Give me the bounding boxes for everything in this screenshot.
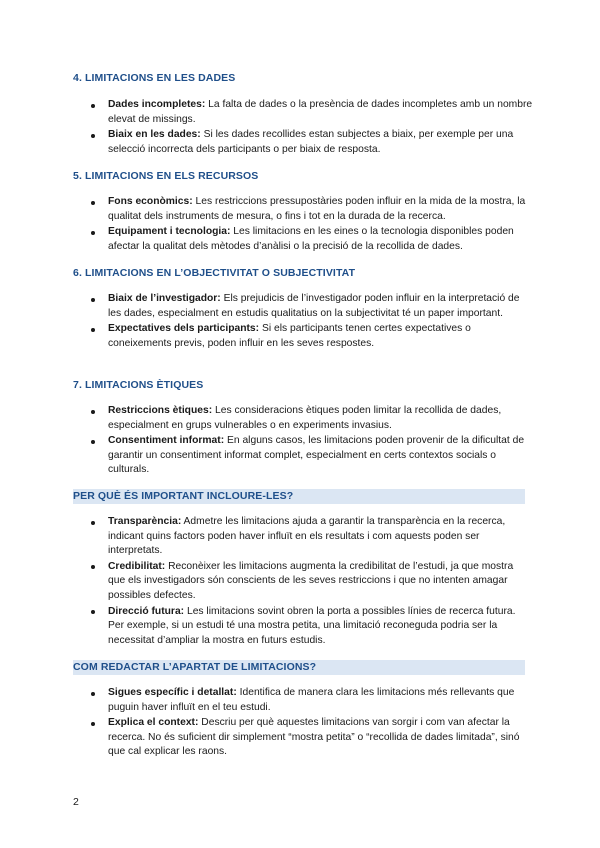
list-item: [73, 515, 533, 559]
bullet-icon: [91, 201, 95, 205]
bullet-list-4: [73, 98, 533, 158]
bullet-list-how: [73, 686, 533, 761]
item-text: Les consideracions ètiques poden limitar la recollida de dades, especialment en grups vulnerables o en experiments invasius.: [108, 405, 502, 431]
item-text: Si els participants tenen certes expectatives o coneixements previs, poden influir en les seves respostes.: [108, 323, 471, 349]
item-term: Consentiment informat:: [108, 435, 225, 447]
item-term: Equipament i tecnologia:: [108, 226, 231, 238]
bullet-icon: [91, 134, 95, 138]
item-term: Explica el context:: [108, 717, 199, 729]
bullet-icon: [91, 298, 95, 302]
list-item: [73, 434, 533, 478]
list-item: [73, 716, 533, 760]
list-item: [73, 404, 533, 433]
list-item: [73, 98, 533, 127]
section-heading-7: 7. LIMITACIONS ÈTIQUES: [73, 379, 204, 391]
bullet-icon: [91, 440, 95, 444]
list-item: [73, 560, 533, 604]
bullet-icon: [91, 722, 95, 726]
item-text: La falta de dades o la presència de dades incompletes amb un nombre elevat de missings.: [108, 99, 533, 125]
bullet-icon: [91, 610, 95, 614]
item-text: Les limitacions sovint obren la porta a possibles línies de recerca futura. Per exemple, si un estudi té una mostra petita, una limitació reconeguda podria ser la necessitat d’ampliar la mostra en futurs estudis.: [108, 605, 516, 646]
item-text: Les restriccions pressupostàries poden influir en la mida de la mostra, la qualitat dels instruments de mesura, o fins i tot en la durada de la recerca.: [108, 196, 526, 222]
section-heading-why: PER QUÈ ÉS IMPORTANT INCLOURE-LES?: [73, 489, 525, 504]
bullet-icon: [91, 328, 95, 332]
page-number: 2: [73, 796, 79, 808]
bullet-icon: [91, 692, 95, 696]
section-heading-6: 6. LIMITACIONS EN L’OBJECTIVITAT O SUBJECTIVITAT: [73, 267, 356, 279]
item-term: Biaix de l’investigador:: [108, 293, 221, 304]
item-term: Dades incompletes:: [108, 99, 206, 110]
item-text: En alguns casos, les limitacions poden provenir de la dificultat de garantir un consentiment informat complet, especialment en certs contextos socials o culturals.: [108, 435, 525, 476]
item-term: Expectatives dels participants:: [108, 323, 260, 335]
bullet-icon: [91, 565, 95, 569]
bullet-list-6: [73, 292, 533, 352]
item-term: Sigues específic i detallat:: [108, 687, 237, 698]
bullet-icon: [91, 104, 95, 108]
item-term: Direcció futura:: [108, 605, 185, 617]
item-term: Transparència:: [108, 516, 182, 527]
item-term: Biaix en les dades:: [108, 129, 201, 141]
section-heading-5: 5. LIMITACIONS EN ELS RECURSOS: [73, 170, 259, 182]
item-term: Credibilitat:: [108, 560, 166, 572]
bullet-list-5: [73, 195, 533, 255]
bullet-icon: [91, 521, 95, 525]
bullet-list-why: [73, 515, 533, 649]
bullet-list-7: [73, 404, 533, 479]
item-text: Reconèixer les limitacions augmenta la credibilitat de l’estudi, ja que mostra que els investigadors són conscients de les seves restriccions i que no intenten amagar possibles defectes.: [108, 560, 514, 601]
section-heading-how: COM REDACTAR L’APARTAT DE LIMITACIONS?: [73, 660, 525, 675]
list-item: [73, 128, 533, 157]
bullet-icon: [91, 231, 95, 235]
list-item: [73, 686, 533, 715]
list-item: [73, 605, 533, 649]
bullet-icon: [91, 410, 95, 414]
item-term: Restriccions ètiques:: [108, 405, 213, 416]
section-heading-4: 4. LIMITACIONS EN LES DADES: [73, 72, 236, 84]
item-text: Les limitacions en les eines o la tecnologia disponibles poden afectar la qualitat dels mètodes d’anàlisi o la precisió de la recollida de dades.: [108, 226, 514, 252]
item-text: Identifica de manera clara les limitacions més rellevants que puguin haver influït en el teu estudi.: [108, 687, 515, 713]
list-item: [73, 292, 533, 321]
item-text: Admetre les limitacions ajuda a garantir la transparència en la recerca, indicant quins factors poden haver influït en els resultats i com aquests poden ser interpretats.: [108, 516, 506, 557]
item-term: Fons econòmics:: [108, 196, 193, 207]
list-item: [73, 195, 533, 224]
list-item: [73, 322, 533, 351]
item-text: Descriu per què aquestes limitacions van sorgir i com van afectar la recerca. No és suficient dir simplement “mostra petita” o “recollida de dades limitada”, sinó que cal explicar les raons.: [108, 717, 520, 758]
item-text: Si les dades recollides estan subjectes a biaix, per exemple per una selecció incorrecta dels participants o per biaix de resposta.: [108, 129, 514, 155]
list-item: [73, 225, 533, 254]
item-text: Els prejudicis de l’investigador poden influir en la interpretació de les dades, especialment en estudis qualitatius on la subjectivitat té un paper important.: [108, 293, 520, 319]
